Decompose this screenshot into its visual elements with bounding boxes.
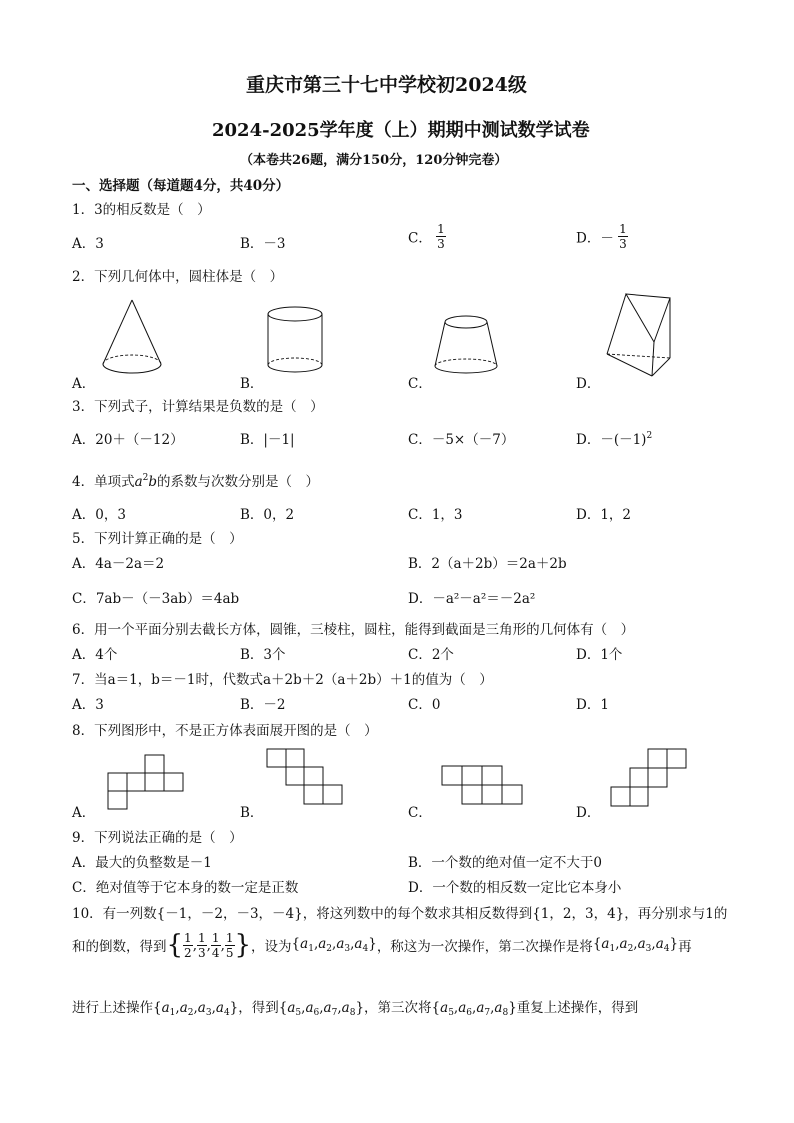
- cone-figure: [100, 298, 164, 378]
- q10-l3-mid: ，得到: [238, 1000, 279, 1016]
- q6-option-c: C．2个: [408, 647, 454, 663]
- q9-option-c: C．绝对值等于它本身的数一定是正数: [72, 880, 299, 896]
- q9-option-a: A．最大的负整数是－1: [72, 855, 212, 871]
- net-figure-c: [441, 765, 525, 807]
- q4-text-post: 的系数与次数分别是（ ）: [157, 474, 320, 490]
- cylinder-figure: [266, 305, 324, 375]
- q6-option-d: D．1个: [576, 647, 623, 663]
- q1-option-b: B．－3: [240, 236, 286, 252]
- q4-option-d: D．1，2: [576, 507, 632, 523]
- q10-fraction: $\frac{1}{5}$: [225, 930, 234, 960]
- section-heading: 一、选择题（每道题4分，共40分）: [72, 178, 290, 194]
- q3-option-d: [576, 428, 652, 448]
- q10-set-a-3: $\{a_1,a_2,a_3,a_4\}$: [153, 1000, 239, 1018]
- question-5-stem: 5．下列计算正确的是（ ）: [72, 531, 243, 547]
- question-6-stem: 6．用一个平面分别去截长方体，圆锥，三棱柱，圆柱，能得到截面是三角形的几何体有（ ）: [72, 622, 635, 638]
- question-10-line-1: 10．有一列数{－1，－2，－3，－4}，将这列数中的每个数求其相反数得到{1，2，3，4}，再分别求与1的: [72, 906, 728, 922]
- q10-set-b-2: $\{a_5,a_6,a_7,a_8\}$: [431, 1000, 517, 1018]
- q4-option-a: A．0，3: [72, 507, 126, 523]
- q4-var-a: a: [134, 474, 143, 490]
- q1-option-d: [576, 222, 628, 251]
- q10-set-a-1: $\{a_1,a_2,a_3,a_4\}$: [291, 936, 377, 954]
- q4-exponent: 2: [142, 473, 149, 483]
- q10-fraction: $\frac{1}{4}$: [211, 930, 220, 960]
- q7-option-a: A．3: [72, 697, 104, 713]
- q1-option-c: [408, 222, 446, 251]
- q1-fraction-d: $\frac{1}{3}$: [619, 222, 627, 251]
- question-2-stem: 2．下列几何体中，圆柱体是（ ）: [72, 269, 284, 285]
- q10-l2-mid2: ，称这为一次操作，第二次操作是将: [376, 939, 593, 955]
- q10-fraction: $\frac{1}{2}$: [184, 930, 192, 960]
- net-figure-b: [266, 748, 346, 806]
- q1-option-c-label: C．: [408, 230, 432, 247]
- q10-fraction: $\frac{1}{3}$: [197, 930, 206, 960]
- school-title: 重庆市第三十七中学校初2024级: [246, 74, 527, 96]
- q10-l2-mid: ，设为: [251, 939, 292, 955]
- question-1-stem: 1．3的相反数是（ ）: [72, 202, 211, 218]
- exam-note: （本卷共26题，满分150分，120分钟完卷）: [240, 153, 508, 168]
- q8-option-a: A．: [72, 805, 96, 821]
- q3-option-c: C．－5×（－7）: [408, 432, 515, 448]
- q6-option-a: A．4个: [72, 647, 118, 663]
- question-10-line-3: [72, 996, 638, 1018]
- q10-l3-mid2: ，第三次将: [364, 1000, 432, 1016]
- exam-title: 2024-2025学年度（上）期期中测试数学试卷: [212, 120, 590, 141]
- q10-l3-pre: 进行上述操作: [72, 1000, 153, 1016]
- question-10-line-2: [72, 930, 692, 960]
- q1-option-a: A．3: [72, 236, 104, 252]
- q3-option-d-label: D．－(－1): [576, 432, 647, 448]
- q5-option-d: D．－a²－a²＝－2a²: [408, 591, 536, 607]
- q3-option-b: B．|－1|: [240, 432, 295, 448]
- question-4-stem: [72, 470, 319, 490]
- q2-option-b: B．: [240, 376, 264, 392]
- q10-right-brace: }: [234, 930, 252, 960]
- q10-set-b-1: $\{a_5,a_6,a_7,a_8\}$: [278, 1000, 365, 1018]
- net-figure-a: [107, 754, 187, 810]
- q10-l2-pre: 和的倒数，得到: [72, 939, 167, 955]
- q2-option-a: A．: [72, 376, 96, 392]
- q7-option-d: D．1: [576, 697, 609, 713]
- q10-set-a-2: $\{a_1,a_2,a_3,a_4\}$: [592, 936, 679, 954]
- q10-l3-post: 重复上述操作，得到: [516, 1000, 639, 1016]
- q4-option-b: B．0，2: [240, 507, 295, 523]
- q8-option-d: D．: [576, 805, 601, 821]
- question-7-stem: 7．当a＝1，b＝－1时，代数式a＋2b＋2（a＋2b）＋1的值为（ ）: [72, 672, 493, 688]
- q3-exponent: 2: [646, 431, 653, 441]
- q8-option-c: C．: [408, 805, 432, 821]
- q4-option-c: C．1，3: [408, 507, 463, 523]
- q1-option-d-label: D．－: [576, 230, 614, 247]
- q9-option-b: B．一个数的绝对值一定不大于0: [408, 855, 603, 871]
- q10-l2-post: 再: [678, 939, 692, 955]
- q2-option-d: D．: [576, 376, 601, 392]
- q6-option-b: B．3个: [240, 647, 286, 663]
- question-9-stem: 9．下列说法正确的是（ ）: [72, 830, 243, 846]
- q4-var-b: b: [148, 474, 158, 490]
- q7-option-c: C．0: [408, 697, 441, 713]
- q8-option-b: B．: [240, 805, 264, 821]
- frustum-figure: [433, 314, 499, 376]
- q5-option-c: C．7ab－（－3ab）＝4ab: [72, 591, 240, 607]
- q10-left-brace: {: [166, 930, 184, 960]
- q3-option-a: A．20＋（－12）: [72, 432, 184, 448]
- q2-option-c: C．: [408, 376, 432, 392]
- q4-text-pre: 4．单项式: [72, 474, 135, 490]
- q7-option-b: B．－2: [240, 697, 286, 713]
- question-8-stem: 8．下列图形中，不是正方体表面展开图的是（ ）: [72, 723, 378, 739]
- question-3-stem: 3．下列式子，计算结果是负数的是（ ）: [72, 399, 324, 415]
- q5-option-a: A．4a－2a＝2: [72, 556, 165, 572]
- q10-fraction-set: $\frac{1}{2}$ , $\frac{1}{3}$ , $\frac{1}{4}$ , $\frac{1}{5}$: [184, 930, 234, 960]
- q9-option-d: D．一个数的相反数一定比它本身小: [408, 880, 622, 896]
- q1-fraction-c: $\frac{1}{3}$: [437, 222, 445, 251]
- q5-option-b: B．2（a＋2b）＝2a＋2b: [408, 556, 567, 572]
- net-figure-d: [610, 748, 690, 808]
- triangular-prism-figure: [604, 292, 674, 378]
